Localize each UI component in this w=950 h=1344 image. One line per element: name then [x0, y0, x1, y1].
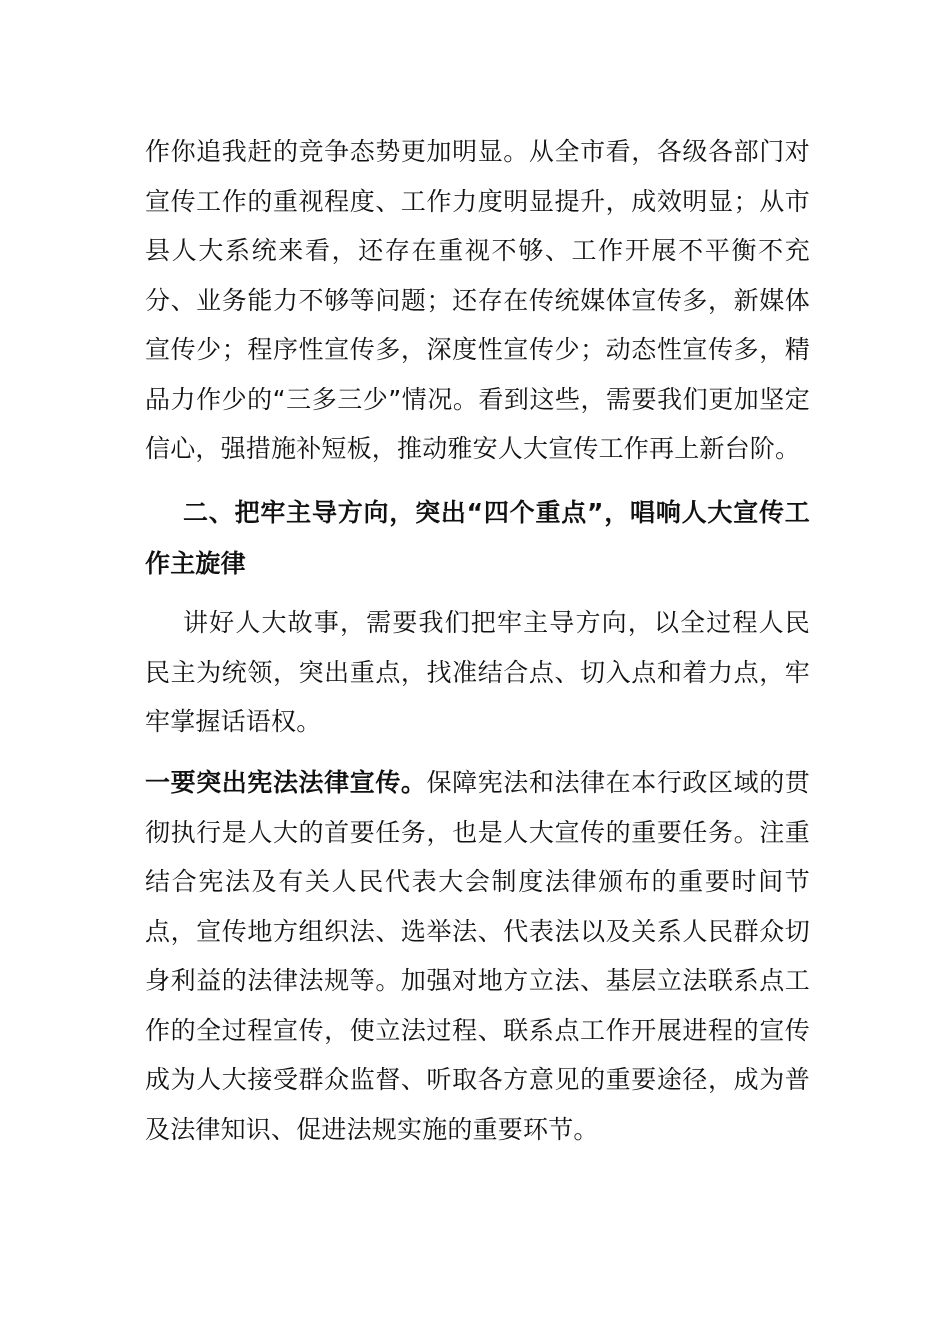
- point-1-lead: 一要突出宪法法律宣传。: [145, 768, 427, 797]
- section-heading-2: 二、把牢主导方向，突出“四个重点”，唱响人大宣传工作主旋律: [145, 498, 810, 578]
- point-1-text: 保障宪法和法律在本行政区域的贯彻执行是人大的首要任务，也是人大宣传的重要任务。注重结合宪法及有关人民代表大会制度法律颁布的重要时间节点，宣传地方组织法、选举法、代表法以及关系人民群众切身利益的法律法规等。加强对地方立法、基层立法联系点工作的全过程宣传，使立法过程、联系点工作开展进程的宣传成为人大接受群众监督、听取各方意见的重要途径，成为普及法律知识、促进法规实施的重要环节。: [145, 768, 810, 1144]
- paragraph-point-1: [145, 758, 810, 1154]
- paragraph-situation: 作你追我赶的竞争态势更加明显。从全市看，各级各部门对宣传工作的重视程度、工作力度明显提升，成效明显；从市县人大系统来看，还存在重视不够、工作开展不平衡不充分、业务能力不够等问题；还存在传统媒体宣传多，新媒体宣传少；程序性宣传多，深度性宣传少；动态性宣传多，精品力作少的“三多三少”情况。看到这些，需要我们更加坚定信心，强措施补短板，推动雅安人大宣传工作再上新台阶。: [145, 137, 810, 463]
- paragraph-intro: 讲好人大故事，需要我们把牢主导方向，以全过程人民民主为统领，突出重点，找准结合点、切入点和着力点，牢牢掌握话语权。: [145, 608, 810, 736]
